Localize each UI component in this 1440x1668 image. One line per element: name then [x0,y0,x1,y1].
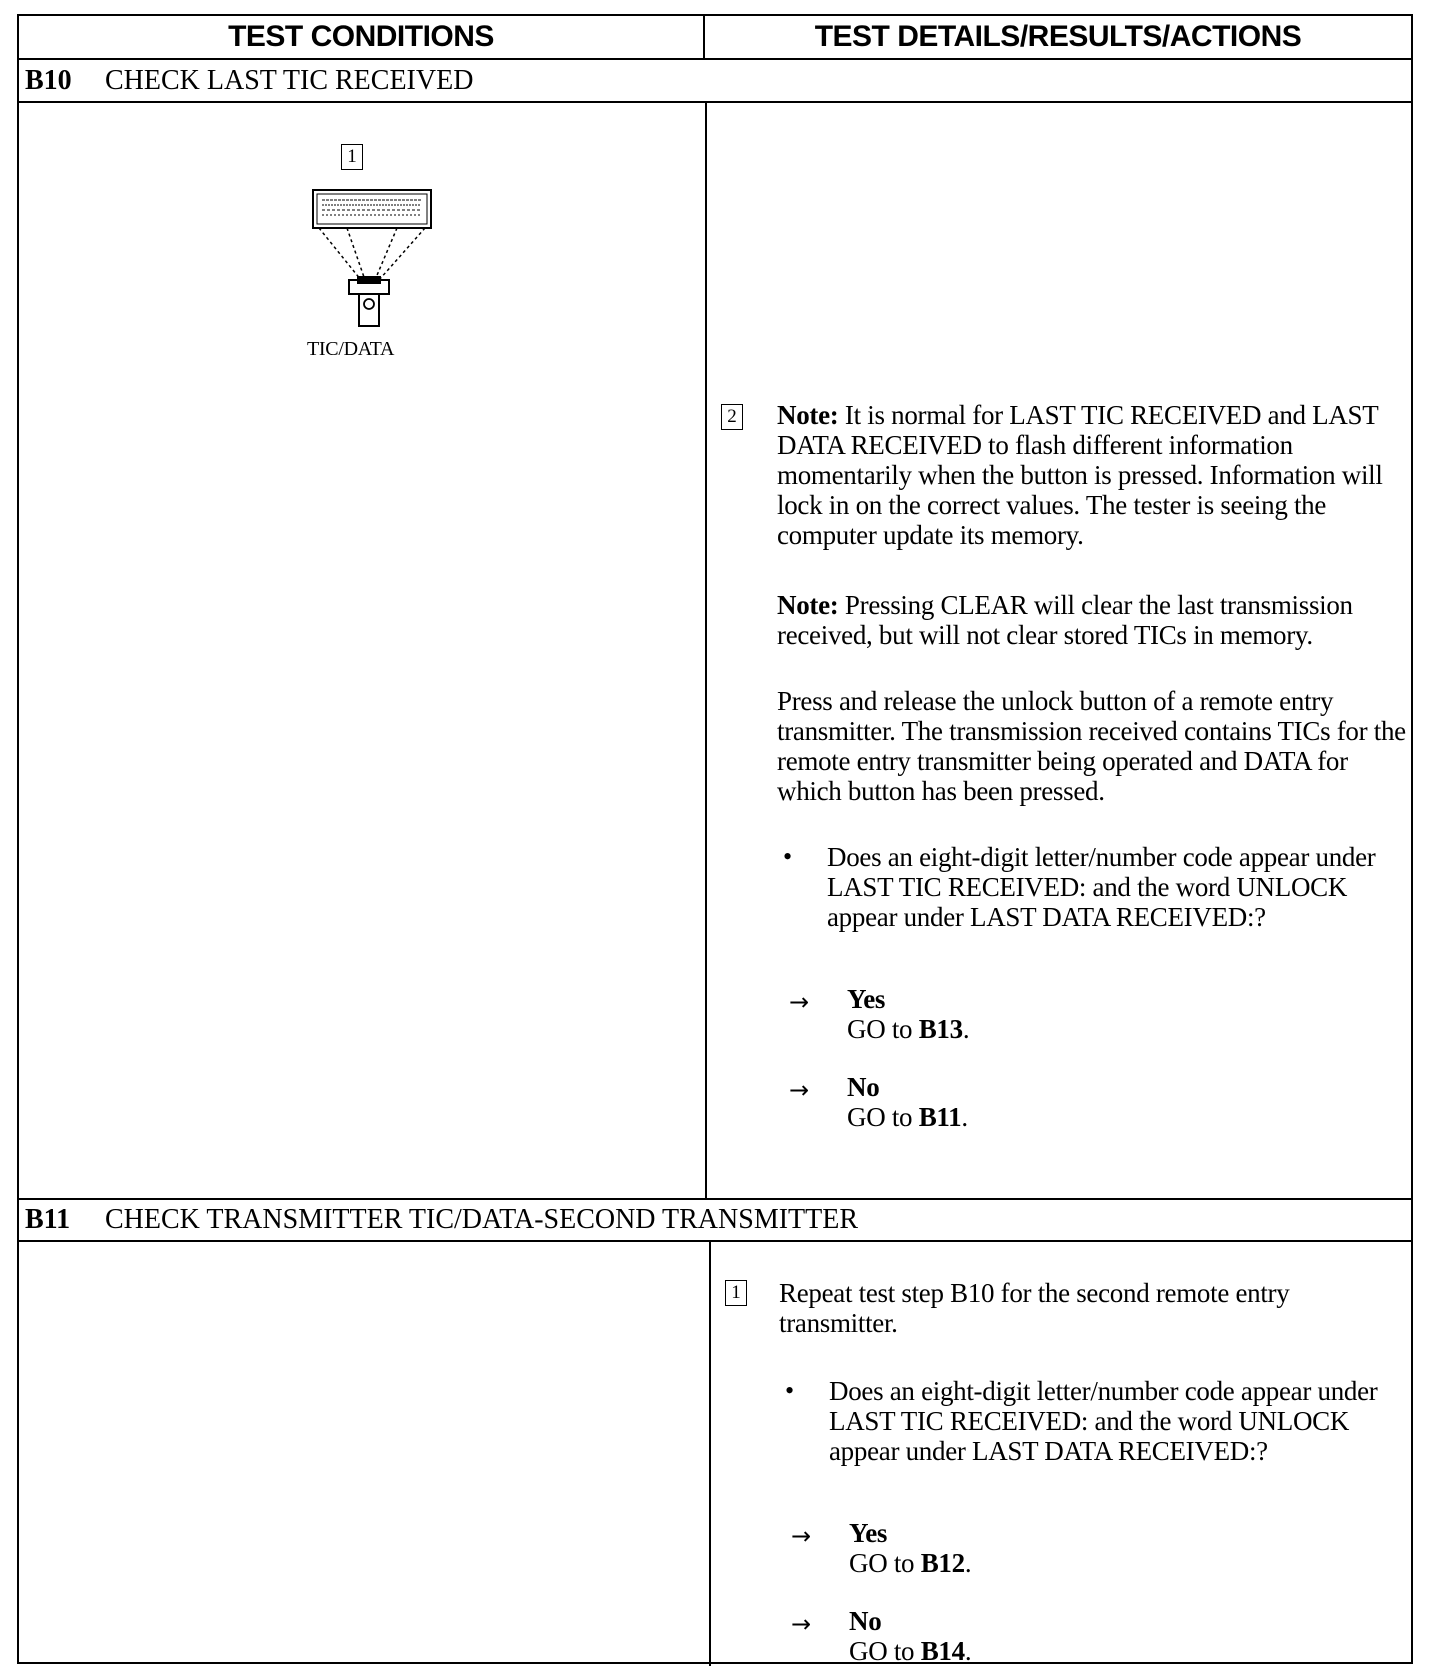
b11-yes-label: Yes [849,1518,888,1548]
test-procedure-table [17,14,1413,1664]
b10-note-1 [777,400,1407,550]
b10-yes-period: . [962,1014,970,1044]
b11-no-result [849,1606,971,1666]
b11-bullet: • [785,1376,795,1405]
b11-yes-arrow-icon: → [791,1522,812,1550]
b10-note-2-text: Pressing CLEAR will clear the last transmission received, but will not clear stored TICs in memory. [777,590,1353,650]
b11-no-prefix: GO to [849,1636,915,1666]
b10-right-step-box: 2 [721,404,743,430]
step-b10-title: CHECK LAST TIC RECEIVED [105,64,474,96]
b10-no-label: No [847,1072,880,1102]
step-b11-title: CHECK TRANSMITTER TIC/DATA-SECOND TRANSMITTER [105,1204,859,1235]
b11-no-arrow-icon: → [791,1610,812,1638]
b11-right-step-box: 1 [725,1280,747,1306]
b11-yes-target-link[interactable]: B12 [920,1548,965,1578]
b11-yes-prefix: GO to [849,1548,915,1578]
b10-note-2-label: Note: [777,590,839,620]
b11-no-period: . [964,1636,972,1666]
b10-no-arrow-icon: → [789,1076,810,1104]
b10-left-step-box: 1 [341,144,363,170]
b11-yes-period: . [964,1548,972,1578]
b10-no-prefix: GO to [847,1102,913,1132]
b11-yes-result [849,1518,971,1578]
b10-bullet: • [783,842,793,871]
header-test-details: TEST DETAILS/RESULTS/ACTIONS [814,20,1302,53]
step-b10-id: B10 [25,64,72,96]
header-test-conditions: TEST CONDITIONS [19,16,705,58]
table-header-row [19,16,1411,60]
b10-yes-label: Yes [847,984,886,1014]
b10-note-1-label: Note: [777,400,839,430]
b10-column-divider [705,103,707,1198]
b11-no-target-link[interactable]: B14 [920,1636,965,1666]
b11-no-label: No [849,1606,882,1636]
b10-yes-arrow-icon: → [789,988,810,1016]
b10-yes-prefix: GO to [847,1014,913,1044]
b11-column-divider [709,1242,711,1666]
transmitter-icon [319,228,425,326]
b10-instruction: Press and release the unlock button of a remote entry transmitter. The transmission received contains TICs for the remote entry transmitter being operated and DATA for which button has been pressed. [777,686,1406,806]
b11-instruction: Repeat test step B10 for the second remote entry transmitter. [779,1278,1290,1338]
b10-no-target-link[interactable]: B11 [918,1102,962,1132]
b10-yes-result [847,984,969,1044]
tester-display-icon [313,190,431,228]
b11-question: Does an eight-digit letter/number code appear under LAST TIC RECEIVED: and the word UNLOCK appear under LAST DATA RECEIVED:? [829,1376,1378,1466]
b10-question: Does an eight-digit letter/number code appear under LAST TIC RECEIVED: and the word UNLOCK appear under LAST DATA RECEIVED:? [827,842,1376,932]
tic-data-caption: TIC/DATA [307,338,395,360]
b10-yes-target-link[interactable]: B13 [918,1014,963,1044]
b10-note-2 [777,590,1407,650]
step-b10-title-row [19,60,1411,103]
step-b11-title-row [19,1198,1411,1242]
b10-note-1-text: It is normal for LAST TIC RECEIVED and LAST DATA RECEIVED to flash different information momentarily when the button is pressed. Information will lock in on the correct values. The tester is seeing the computer update its memory. [777,400,1383,550]
tic-data-display-diagram [289,184,439,334]
b10-no-period: . [961,1102,968,1132]
step-b11-id: B11 [25,1204,71,1235]
b10-no-result [847,1072,968,1132]
